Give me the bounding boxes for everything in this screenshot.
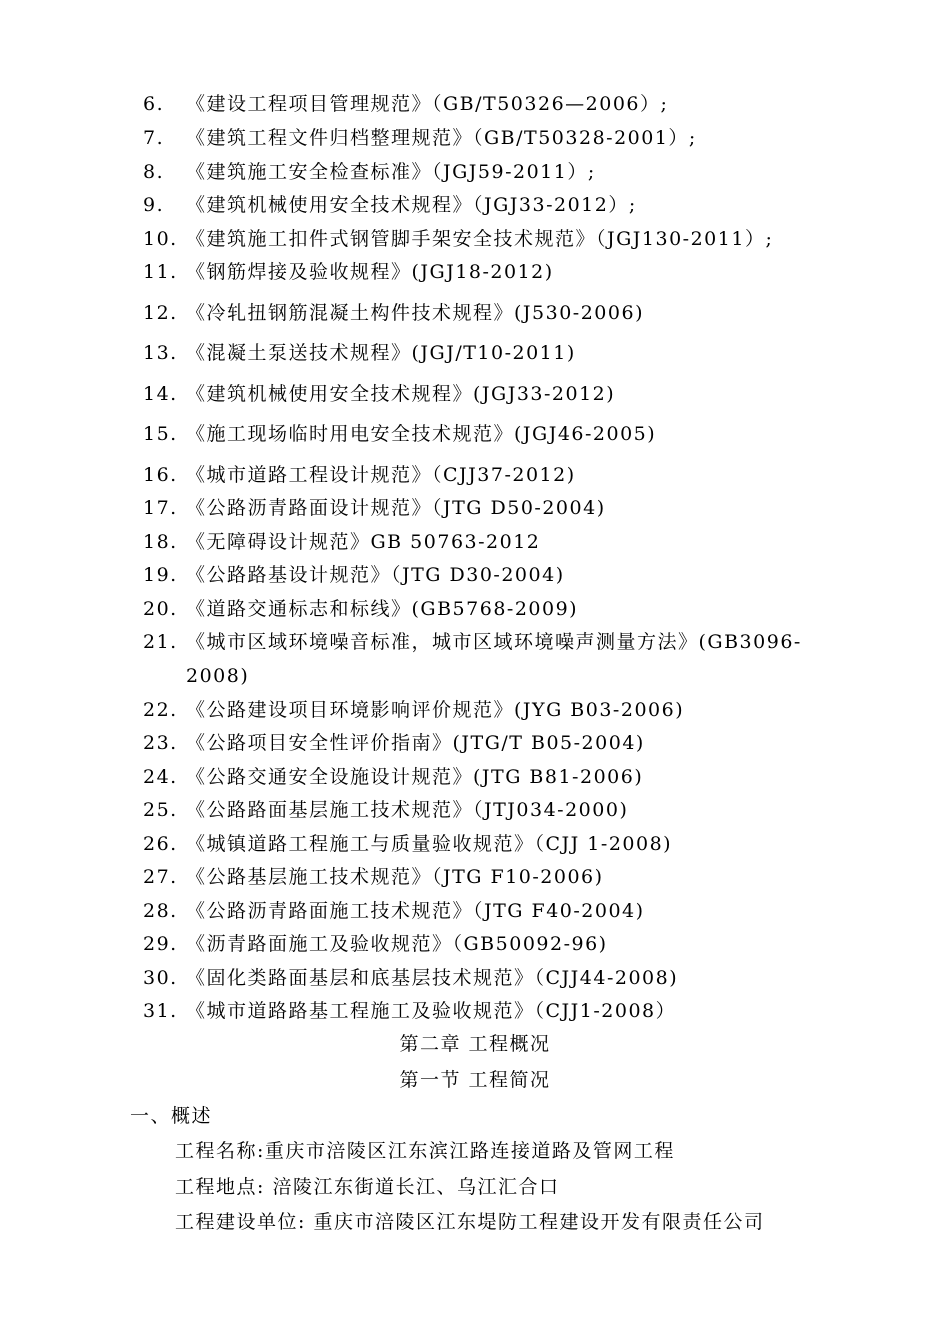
reference-number: 22.: [143, 699, 178, 721]
reference-number: 18.: [143, 531, 178, 553]
reference-number: 15.: [143, 423, 178, 445]
reference-number: 11.: [143, 261, 178, 283]
reference-number: 17.: [143, 497, 178, 519]
project-location: 工程地点: 涪陵江东街道长江、乌江汇合口: [175, 1176, 560, 1198]
reference-text-continuation: 2008): [186, 665, 250, 687]
reference-number: 23.: [143, 732, 178, 754]
reference-number: 28.: [143, 900, 178, 922]
reference-text: 《公路路基设计规范》（JTG D30-2004): [186, 564, 565, 586]
reference-text: 《公路建设项目环境影响评价规范》(JYG B03-2006): [186, 699, 685, 721]
reference-text: 《固化类路面基层和底基层技术规范》（CJJ44-2008): [186, 967, 679, 989]
reference-text: 《城市道路工程设计规范》（CJJ37-2012): [186, 464, 576, 486]
reference-number: 20.: [143, 598, 178, 620]
reference-text: 《公路项目安全性评价指南》(JTG/T B05-2004): [186, 732, 645, 754]
reference-number: 9.: [143, 194, 165, 216]
project-owner: 工程建设单位: 重庆市涪陵区江东堤防工程建设开发有限责任公司: [175, 1211, 765, 1233]
reference-number: 27.: [143, 866, 178, 888]
reference-text: 《无障碍设计规范》GB 50763-2012: [186, 531, 541, 553]
reference-number: 8.: [143, 161, 165, 183]
reference-number: 25.: [143, 799, 178, 821]
chapter-title: 第二章 工程概况: [399, 1033, 551, 1055]
reference-number: 21.: [143, 631, 178, 653]
reference-number: 10.: [143, 228, 178, 250]
reference-text: 《城镇道路工程施工与质量验收规范》（CJJ 1-2008): [186, 833, 673, 855]
reference-text: 《公路路面基层施工技术规范》（JTJ034-2000): [186, 799, 629, 821]
reference-number: 6.: [143, 93, 165, 115]
reference-number: 7.: [143, 127, 165, 149]
reference-text: 《建筑施工扣件式钢管脚手架安全技术规范》（JGJ130-2011）;: [186, 228, 774, 250]
reference-number: 14.: [143, 383, 178, 405]
reference-number: 31.: [143, 1000, 178, 1022]
reference-text: 《公路基层施工技术规范》（JTG F10-2006): [186, 866, 604, 888]
reference-text: 《建设工程项目管理规范》（GB/T50326—2006）;: [186, 93, 669, 115]
reference-number: 30.: [143, 967, 178, 989]
reference-text: 《建筑机械使用安全技术规程》（JGJ33-2012）;: [186, 194, 637, 216]
reference-number: 24.: [143, 766, 178, 788]
reference-text: 《混凝土泵送技术规程》(JGJ/T10-2011): [186, 342, 576, 364]
reference-number: 16.: [143, 464, 178, 486]
reference-text: 《城市区域环境噪音标准，城市区域环境噪声测量方法》(GB3096-: [186, 631, 802, 653]
reference-text: 《公路沥青路面施工技术规范》（JTG F40-2004): [186, 900, 645, 922]
reference-number: 26.: [143, 833, 178, 855]
reference-text: 《城市道路路基工程施工及验收规范》（CJJ1-2008）: [186, 1000, 677, 1022]
reference-text: 《道路交通标志和标线》(GB5768-2009): [186, 598, 579, 620]
section-title: 第一节 工程简况: [399, 1069, 551, 1091]
reference-text: 《冷轧扭钢筋混凝土构件技术规程》(J530-2006): [186, 302, 644, 324]
reference-text: 《建筑工程文件归档整理规范》（GB/T50328-2001）;: [186, 127, 697, 149]
reference-text: 《公路交通安全设施设计规范》(JTG B81-2006): [186, 766, 644, 788]
reference-number: 19.: [143, 564, 178, 586]
reference-text: 《公路沥青路面设计规范》（JTG D50-2004): [186, 497, 606, 519]
reference-text: 《建筑机械使用安全技术规程》(JGJ33-2012): [186, 383, 616, 405]
reference-number: 13.: [143, 342, 178, 364]
reference-number: 12.: [143, 302, 178, 324]
reference-number: 29.: [143, 933, 178, 955]
project-name: 工程名称:重庆市涪陵区江东滨江路连接道路及管网工程: [175, 1140, 675, 1162]
subsection-heading: 一、概述: [130, 1105, 213, 1127]
reference-text: 《钢筋焊接及验收规程》(JGJ18-2012): [186, 261, 554, 283]
reference-text: 《沥青路面施工及验收规范》（GB50092-96): [186, 933, 608, 955]
reference-text: 《建筑施工安全检查标准》（JGJ59-2011）;: [186, 161, 596, 183]
reference-text: 《施工现场临时用电安全技术规范》(JGJ46-2005): [186, 423, 657, 445]
